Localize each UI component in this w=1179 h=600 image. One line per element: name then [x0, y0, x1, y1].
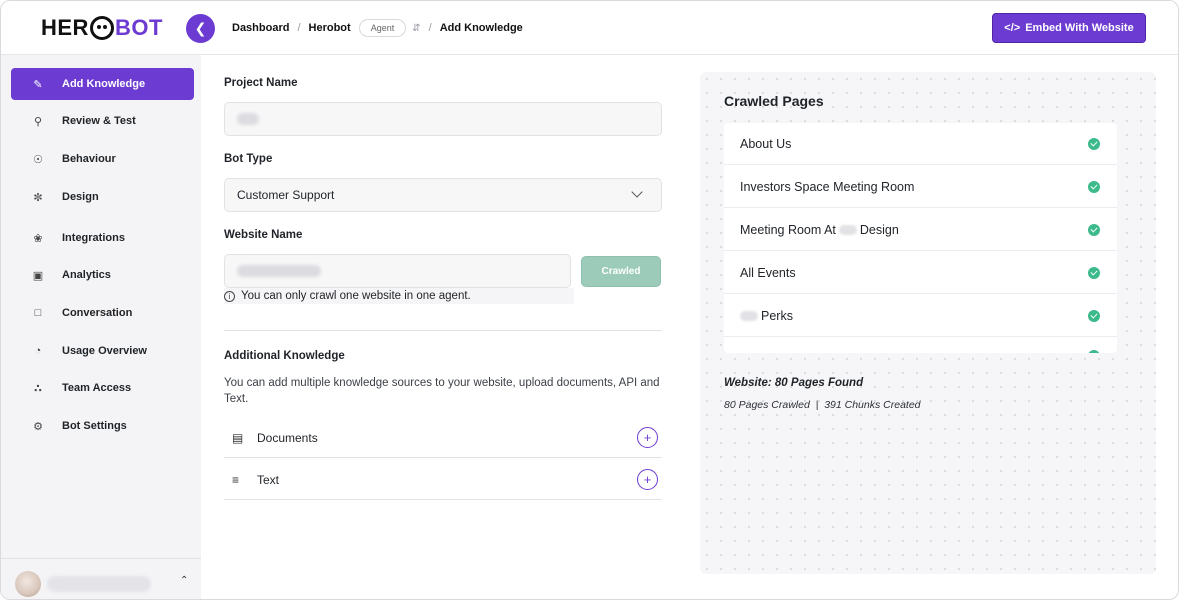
chevron-down-icon — [631, 186, 642, 197]
additional-knowledge-title: Additional Knowledge — [224, 350, 345, 362]
bot-type-label: Bot Type — [224, 153, 273, 165]
breadcrumb-dashboard[interactable]: Dashboard — [232, 22, 290, 34]
herobot-logo[interactable] — [41, 15, 163, 41]
logo-text-hero: HER — [41, 15, 89, 40]
monitor-chart-icon: ▣ — [32, 269, 44, 282]
chevron-updown-icon[interactable]: ⇵ — [412, 22, 421, 34]
sidebar-item-integrations[interactable] — [11, 222, 194, 254]
sidebar-item-review-test[interactable] — [11, 105, 194, 137]
crawled-page-label: Perks — [761, 308, 793, 323]
embed-button-label: Embed With Website — [1025, 22, 1134, 34]
crawled-page-label: Meeting Room At — [740, 222, 836, 237]
crawl-hint — [224, 288, 574, 304]
sidebar-item-label: Behaviour — [62, 153, 116, 165]
chevron-up-icon[interactable]: ⌃ — [180, 575, 189, 586]
sidebar-item-label: Conversation — [62, 307, 133, 319]
sidebar-item-add-knowledge[interactable] — [11, 68, 194, 100]
redacted-text — [839, 225, 857, 235]
crawled-page-label: About Us — [740, 136, 792, 151]
redacted-text — [740, 311, 758, 321]
code-icon: </> — [1004, 22, 1021, 34]
integrations-icon: ❀ — [33, 232, 43, 245]
section-divider — [224, 330, 662, 331]
breadcrumb-add-knowledge: Add Knowledge — [439, 22, 523, 34]
bot-type-value: Customer Support — [237, 188, 335, 202]
sidebar-item-usage-overview[interactable] — [11, 335, 194, 367]
text-lines-icon: ≡ — [232, 472, 240, 487]
check-circle-icon — [1088, 267, 1100, 279]
user-name-redacted — [47, 576, 151, 592]
crawl-stats: 80 Pages Crawled | 391 Chunks Created — [724, 399, 921, 411]
sidebar-item-conversation[interactable] — [11, 297, 194, 329]
crawled-page-label: Design — [859, 222, 899, 237]
avatar[interactable] — [15, 571, 41, 597]
sidebar-item-label: Bot Settings — [62, 420, 127, 432]
crawled-page-row[interactable] — [724, 166, 1117, 208]
crawled-page-row[interactable] — [724, 123, 1117, 165]
crawl-hint-text: You can only crawl one website in one agent. — [241, 290, 471, 302]
crawled-button[interactable]: Crawled — [581, 256, 661, 287]
info-icon: i — [224, 291, 235, 302]
sidebar-item-design[interactable] — [11, 181, 194, 213]
breadcrumb-herobot[interactable]: Herobot — [308, 22, 351, 34]
crawled-pages-list[interactable] — [724, 123, 1117, 353]
crawled-page-row[interactable] — [724, 252, 1117, 294]
source-label: Text — [257, 472, 280, 487]
project-name-redacted — [237, 113, 259, 125]
robot-face-icon — [90, 16, 114, 40]
check-circle-icon — [1088, 181, 1100, 193]
sidebar-item-analytics[interactable] — [11, 259, 194, 291]
sidebar-item-team-access[interactable] — [11, 372, 194, 404]
project-name-label: Project Name — [224, 77, 298, 89]
gear-icon: ⚙ — [33, 420, 43, 433]
bot-type-select[interactable] — [224, 178, 662, 212]
crawled-page-label: All Events — [740, 265, 796, 280]
website-name-input[interactable] — [224, 254, 571, 288]
crawled-pages-title: Crawled Pages — [724, 93, 824, 109]
collapse-sidebar-button[interactable] — [186, 14, 215, 43]
sidebar-item-label: Usage Overview — [62, 345, 147, 357]
pie-icon: ◔ — [34, 345, 42, 357]
agent-badge[interactable]: Agent — [359, 19, 407, 37]
sidebar-item-label: Team Access — [62, 382, 132, 394]
chevron-left-icon: ❮ — [194, 20, 207, 36]
website-name-label: Website Name — [224, 229, 303, 241]
sidebar-item-behaviour[interactable] — [11, 143, 194, 175]
check-circle-icon — [1088, 350, 1100, 353]
crawled-pages-panel — [700, 72, 1156, 574]
sidebar — [1, 55, 201, 600]
sidebar-item-label: Review & Test — [62, 115, 136, 127]
project-name-input[interactable] — [224, 102, 662, 136]
breadcrumb-separator: / — [297, 22, 301, 34]
check-circle-icon — [1088, 310, 1100, 322]
crawled-page-label: Investors Space Meeting Room — [740, 179, 915, 194]
search-zoom-icon: ⚲ — [33, 115, 43, 128]
top-header — [1, 1, 1178, 55]
add-documents-button[interactable]: + — [637, 427, 658, 448]
breadcrumb — [232, 18, 523, 38]
additional-knowledge-description: You can add multiple knowledge sources to your website, upload documents, API and Text. — [224, 377, 660, 405]
crawled-page-row[interactable] — [724, 209, 1117, 251]
user-menu[interactable] — [1, 558, 201, 600]
breadcrumb-separator: / — [428, 22, 432, 34]
sidebar-item-bot-settings[interactable] — [11, 410, 194, 442]
source-documents[interactable] — [224, 418, 662, 458]
check-circle-icon — [1088, 138, 1100, 150]
sidebar-item-label: Analytics — [62, 269, 111, 281]
sidebar-item-label: Design — [62, 191, 99, 203]
embed-with-website-button[interactable] — [992, 13, 1146, 43]
user-settings-icon: ☉ — [33, 153, 43, 166]
logo-text-bot: BOT — [114, 15, 163, 40]
team-icon: ∴ — [34, 382, 42, 395]
palette-icon: ✼ — [33, 191, 43, 204]
document-icon: ▤ — [232, 430, 244, 445]
source-text[interactable] — [224, 460, 662, 500]
crawled-page-row[interactable] — [724, 295, 1117, 337]
pages-found-summary: Website: 80 Pages Found — [724, 377, 864, 389]
website-name-redacted — [237, 265, 321, 277]
check-circle-icon — [1088, 224, 1100, 236]
source-label: Documents — [257, 430, 318, 445]
knowledge-form — [201, 55, 681, 600]
sidebar-item-label: Add Knowledge — [62, 78, 146, 90]
chat-icon: □ — [34, 307, 42, 319]
add-text-button[interactable]: + — [637, 469, 658, 490]
sidebar-item-label: Integrations — [62, 232, 125, 244]
crawled-page-row-partial[interactable] — [724, 338, 1117, 353]
file-edit-icon: ✎ — [33, 78, 43, 91]
